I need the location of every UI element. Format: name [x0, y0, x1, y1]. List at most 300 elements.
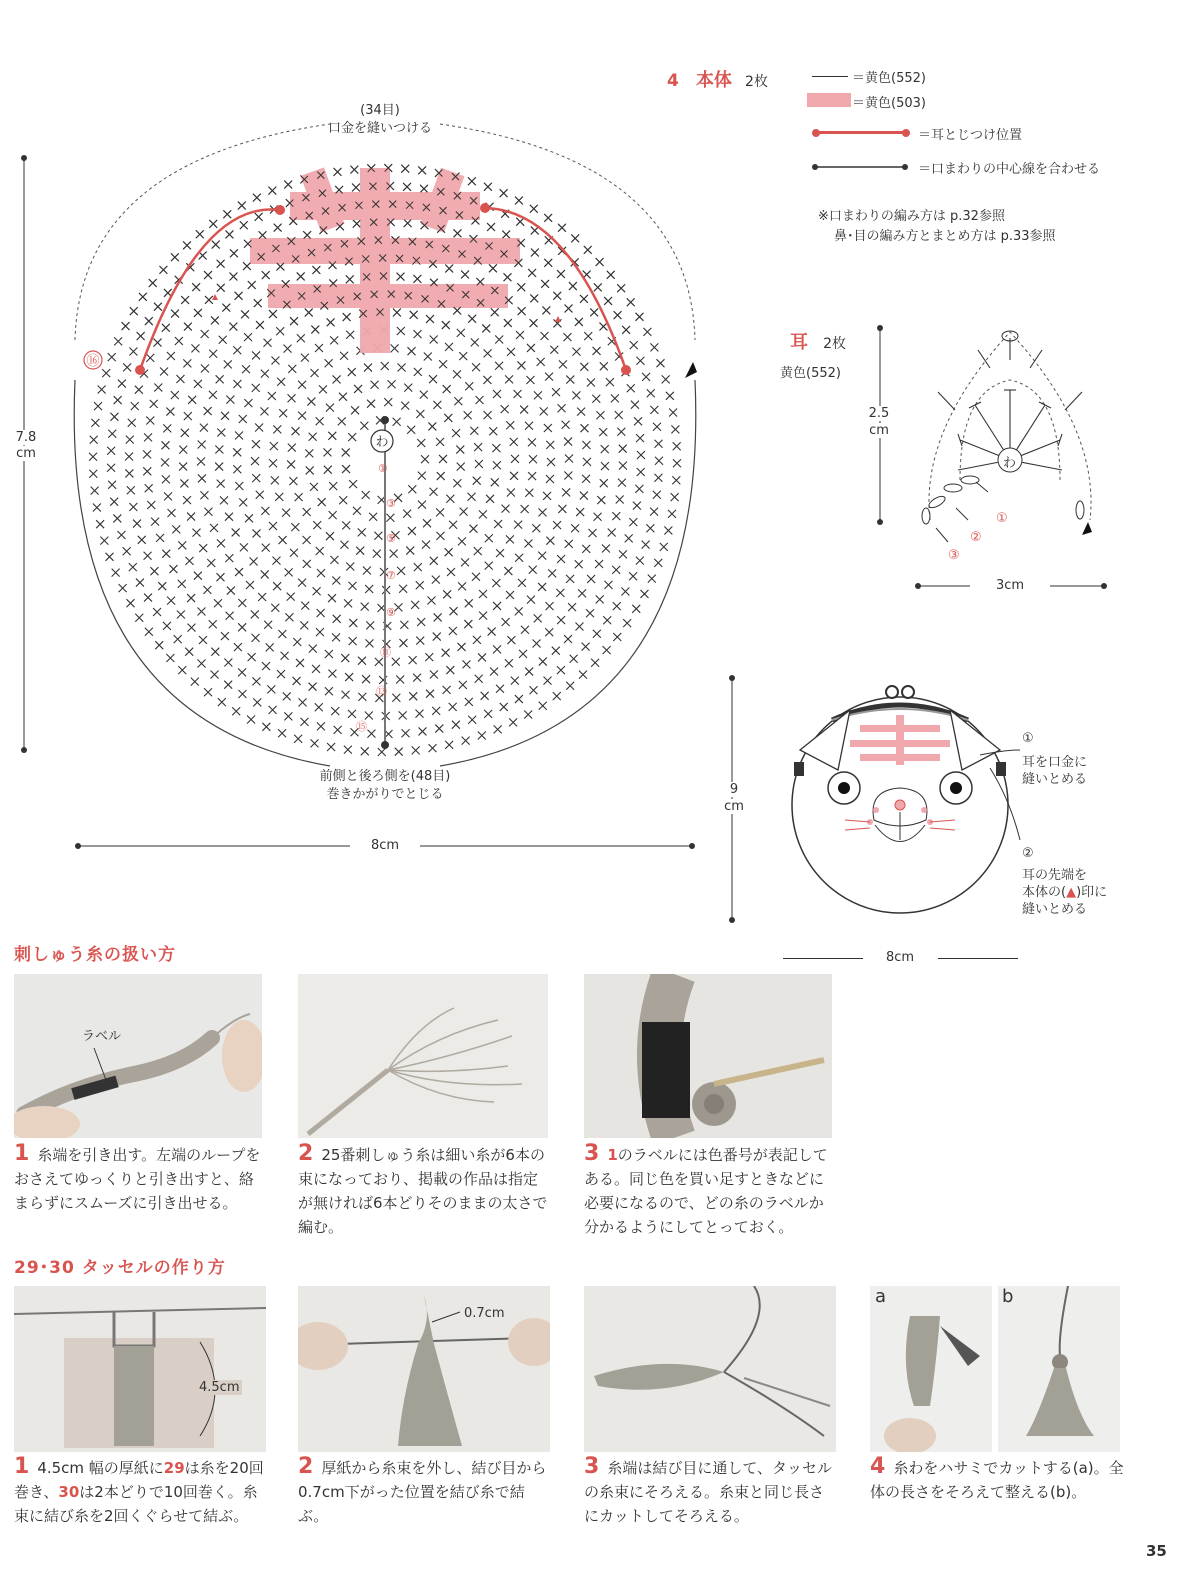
stitch-mark: [252, 351, 260, 359]
stitch-mark: [660, 543, 668, 551]
stitch-mark: [606, 378, 614, 386]
stitch-mark: [230, 323, 237, 330]
stitch-mark: [495, 336, 503, 344]
stitch-mark: [233, 465, 241, 473]
stitch-mark: [571, 524, 579, 532]
stitch-mark: [449, 703, 457, 711]
stitch-mark: [128, 419, 136, 427]
stitch-mark: [269, 187, 276, 194]
stitch-mark: [543, 307, 550, 314]
stitch-mark: [328, 670, 336, 678]
ear-heading: [790, 328, 846, 354]
stitch-mark: [187, 594, 195, 602]
stitch-mark: [197, 608, 205, 616]
stitch-mark: [130, 308, 137, 315]
stitch-mark: [412, 746, 420, 754]
stitch-mark: [216, 375, 224, 383]
stitch-mark: [276, 327, 284, 335]
stitch-mark: [262, 272, 269, 279]
tassel-photo-4a: [870, 1286, 992, 1452]
stitch-mark: [493, 645, 501, 653]
stitch-mark: [197, 457, 205, 465]
stitch-mark: [191, 678, 199, 686]
ear-color: 黄色(552): [780, 366, 841, 381]
stitch-mark: [300, 621, 308, 629]
stitch-mark: [416, 637, 424, 645]
stitch-mark: [575, 623, 583, 631]
stitch-mark: [423, 519, 431, 527]
stitch-mark: [404, 220, 411, 227]
stitch-mark: [311, 739, 319, 747]
stitch-mark: [344, 746, 352, 754]
body-ring-label: わ: [375, 435, 389, 450]
stitch-mark: [289, 477, 297, 485]
stitch-mark: [194, 572, 202, 580]
stitch-mark: [183, 496, 191, 504]
stitch-mark: [443, 686, 451, 694]
finished-note1-num: ①: [1022, 731, 1034, 746]
stitch-mark: [325, 687, 333, 695]
stitch-mark: [316, 628, 324, 636]
stitch-mark: [93, 504, 101, 512]
stitch-mark: [518, 284, 525, 291]
legend-line-552: [812, 76, 848, 77]
stitch-mark: [193, 284, 200, 291]
stitch-mark: [582, 545, 590, 553]
stitch-mark: [283, 692, 291, 700]
stitch-mark: [297, 334, 305, 342]
stitch-mark: [458, 537, 466, 545]
stitch-mark: [285, 568, 293, 576]
stitch-mark: [329, 482, 337, 490]
stitch-mark: [156, 534, 164, 542]
stitch-mark: [436, 532, 444, 540]
stitch-mark: [486, 495, 494, 503]
stitch-mark: [540, 332, 548, 340]
stitch-mark: [631, 401, 639, 409]
stitch-mark: [267, 685, 275, 693]
stitch-mark: [399, 585, 407, 593]
stitch-mark: [468, 178, 475, 185]
stitch-mark: [452, 721, 460, 729]
stitch-mark: [351, 406, 359, 414]
stitch-mark: [506, 535, 514, 543]
stitch-mark: [160, 266, 167, 273]
stitch-mark: [475, 460, 483, 468]
stitch-mark: [274, 224, 281, 231]
stitch-mark: [515, 554, 523, 562]
stitch-mark: [612, 566, 620, 574]
stitch-mark: [580, 295, 587, 302]
stitch-mark: [484, 183, 491, 190]
stitch-mark: [252, 384, 260, 392]
stitch-mark: [309, 645, 317, 653]
stitch-mark: [519, 650, 527, 658]
stitch-mark: [155, 641, 163, 649]
stitch-mark: [129, 348, 137, 356]
stitch-mark: [417, 439, 425, 447]
step-number: 4: [870, 1454, 886, 1479]
stitch-mark: [424, 352, 432, 360]
ear-width: 3cm: [995, 578, 1025, 593]
stitch-mark: [643, 328, 651, 336]
stitch-mark: [261, 370, 269, 378]
stitch-mark: [184, 323, 191, 330]
stitch-mark: [399, 639, 407, 647]
stitch-mark: [233, 380, 241, 388]
stitch-mark: [293, 638, 301, 646]
legend-label-503: ＝黄色(503): [852, 96, 926, 111]
stitch-mark: [629, 572, 637, 580]
stitch-mark: [367, 730, 375, 738]
stitch-mark: [534, 391, 542, 399]
stitch-mark: [342, 521, 350, 529]
stitch-mark: [485, 562, 493, 570]
stitch-mark: [580, 492, 588, 500]
step-text: のラベルには色番号が表記してある。同じ色を買い足すときなどに必要になるので、どの糸のラベルか分かるようにしてとっておく。: [584, 1146, 828, 1236]
stitch-mark: [217, 260, 224, 267]
stitch-mark: [117, 531, 125, 539]
stitch-mark: [570, 655, 578, 663]
stitch-mark: [304, 232, 311, 239]
stitch-mark: [278, 729, 286, 737]
step-number: 3: [584, 1141, 600, 1166]
stitch-mark: [123, 547, 131, 555]
stitch-mark: [406, 547, 414, 555]
stitch-mark: [636, 313, 643, 320]
stitch-mark: [381, 362, 389, 370]
legend-label-center: ＝口まわりの中心線を合わせる: [918, 162, 1101, 177]
stitch-mark: [459, 681, 467, 689]
stitch-mark: [594, 513, 602, 521]
stitch-mark: [521, 626, 529, 634]
stitch-mark: [284, 345, 292, 353]
stitch-mark: [332, 577, 340, 585]
stitch-mark: [292, 427, 300, 435]
stitch-mark: [244, 333, 252, 341]
stitch-mark: [492, 579, 500, 587]
tassel-photo-3: [584, 1286, 836, 1452]
step-text: 厚紙から糸束を外し、結び目から0.7cm下がった位置を結び糸で結ぶ。: [298, 1459, 547, 1525]
stitch-mark: [326, 532, 334, 540]
stitch-mark: [342, 448, 350, 456]
stitch-mark: [416, 410, 424, 418]
stitch-mark: [382, 586, 390, 594]
stitch-mark: [108, 430, 116, 438]
stitch-mark: [348, 433, 356, 441]
stitch-mark: [654, 474, 662, 482]
stitch-mark: [234, 643, 242, 651]
legend-dot: [812, 129, 820, 137]
stitch-mark: [196, 231, 203, 238]
stitch-mark: [583, 458, 591, 466]
stitch-mark: [445, 741, 453, 749]
stitch-mark: [421, 455, 429, 463]
stitch-mark: [607, 271, 614, 278]
stitch-mark: [568, 603, 576, 611]
stitch-mark: [315, 344, 323, 352]
stitch-mark: [515, 607, 523, 615]
stitch-mark: [472, 573, 480, 581]
stitch-mark: [122, 323, 129, 330]
stitch-mark: [119, 584, 127, 592]
stitch-mark: [346, 331, 354, 339]
stitch-mark: [261, 507, 269, 515]
stitch-mark: [223, 304, 230, 311]
stitch-mark: [489, 265, 496, 272]
stitch-mark: [258, 593, 266, 601]
stitch-mark: [349, 619, 357, 627]
stitch-mark: [271, 356, 279, 364]
stitch-mark: [575, 560, 583, 568]
stitch-mark: [655, 440, 663, 448]
stitch-mark: [545, 628, 553, 636]
stitch-mark: [566, 575, 574, 583]
stitch-mark: [391, 344, 399, 352]
stitch-mark: [367, 400, 375, 408]
stitch-mark: [614, 312, 621, 319]
stitch-mark: [238, 623, 246, 631]
stitch-mark: [404, 384, 412, 392]
stitch-mark: [504, 567, 512, 575]
stitch-mark: [295, 493, 303, 501]
stitch-mark: [198, 659, 206, 667]
stitch-mark: [100, 537, 108, 545]
stitch-mark: [349, 480, 357, 488]
stitch-mark: [110, 498, 118, 506]
stitch-mark: [565, 305, 572, 312]
stitch-mark: [563, 333, 571, 341]
stitch-mark: [447, 568, 455, 576]
stitch-mark: [171, 254, 178, 261]
stitch-mark: [221, 632, 229, 640]
stitch-mark: [530, 205, 537, 212]
stitch-mark: [566, 376, 574, 384]
stitch-mark: [199, 636, 207, 644]
stitch-mark: [562, 488, 570, 496]
stitch-mark: [397, 273, 404, 280]
stitch-mark: [315, 703, 323, 711]
stitch-mark: [325, 359, 333, 367]
stitch-mark: [632, 605, 640, 613]
stitch-mark: [204, 688, 212, 696]
stitch-mark: [178, 666, 186, 674]
stitch-mark: [468, 493, 476, 501]
stitch-mark: [460, 508, 468, 516]
stitch-mark: [650, 343, 658, 351]
stitch-mark: [145, 318, 152, 325]
stitch-mark: [332, 633, 340, 641]
stitch-mark: [507, 489, 515, 497]
stitch-mark: [333, 375, 341, 383]
stitch-mark: [515, 197, 522, 204]
stitch-mark: [531, 295, 538, 302]
stitch-mark: [244, 399, 252, 407]
stitch-mark: [505, 375, 513, 383]
stitch-mark: [226, 396, 234, 404]
stitch-mark: [161, 458, 169, 466]
stitch-mark: [618, 479, 626, 487]
stitch-mark: [323, 448, 331, 456]
stitch-mark: [545, 602, 553, 610]
stitch-mark: [584, 332, 592, 340]
stitch-mark: [474, 443, 482, 451]
stitch-mark: [484, 411, 492, 419]
stitch-mark: [282, 509, 290, 517]
stitch-mark: [491, 478, 499, 486]
stitch-mark: [599, 428, 607, 436]
stitch-mark: [558, 505, 566, 513]
stitch-mark: [358, 657, 366, 665]
stitch-mark: [539, 658, 547, 666]
stitch-mark: [107, 464, 115, 472]
stitch-mark: [420, 391, 428, 399]
stitch-mark: [615, 411, 623, 419]
finished-purse-illustration: [720, 670, 1040, 970]
stitch-mark: [492, 444, 500, 452]
stitch-mark: [199, 252, 206, 259]
embroidery-step-1: [14, 1142, 266, 1215]
stitch-mark: [534, 614, 542, 622]
stitch-mark: [194, 380, 202, 388]
stitch-mark: [637, 468, 645, 476]
round-marker: ⑪: [380, 646, 391, 659]
stitch-mark: [511, 455, 519, 463]
stitch-mark: [199, 544, 207, 552]
stitch-mark: [478, 731, 486, 739]
body-height-value: 7.8: [8, 430, 44, 445]
stitch-mark: [511, 677, 519, 685]
stitch-mark: [90, 436, 98, 444]
stitch-mark: [559, 360, 567, 368]
stitch-mark: [623, 326, 630, 333]
tassel-photo-4b: [998, 1286, 1120, 1452]
stitch-mark: [414, 330, 422, 338]
stitch-mark: [418, 727, 426, 735]
stitch-mark: [313, 587, 321, 595]
stitch-mark: [271, 604, 279, 612]
stitch-mark: [407, 426, 415, 434]
stitch-mark: [108, 353, 116, 361]
stitch-mark: [506, 421, 514, 429]
stitch-mark: [420, 185, 427, 192]
stitch-mark: [312, 326, 319, 333]
stitch-mark: [273, 425, 281, 433]
stitch-mark: [153, 608, 161, 616]
stitch-mark: [569, 283, 576, 290]
stitch-mark: [449, 627, 457, 635]
stitch-mark: [417, 618, 425, 626]
stitch-mark: [339, 393, 347, 401]
stitch-mark: [524, 539, 532, 547]
stitch-mark: [96, 520, 104, 528]
stitch-mark: [182, 297, 189, 304]
finished-width-line: [938, 958, 1018, 959]
stitch-mark: [546, 475, 554, 483]
stitch-mark: [374, 532, 382, 540]
stitch-mark: [392, 658, 400, 666]
stitch-mark: [543, 492, 551, 500]
stitch-mark: [503, 231, 510, 238]
body-count: 2枚: [745, 74, 768, 90]
stitch-mark: [436, 438, 444, 446]
stitch-mark: [636, 434, 644, 442]
stitch-mark: [527, 596, 535, 604]
label-callout: ラベル: [82, 1029, 122, 1044]
stitch-mark: [351, 166, 358, 173]
legend-line-center: [816, 166, 906, 168]
top-stitch-label: 口金を縫いつける: [327, 121, 432, 136]
stitch-mark: [642, 541, 650, 549]
tassel-step-2: [298, 1455, 552, 1528]
stitch-mark: [217, 480, 225, 488]
stitch-mark: [429, 744, 437, 752]
stitch-mark: [334, 726, 342, 734]
stitch-mark: [507, 348, 515, 356]
stitch-mark: [268, 392, 276, 400]
stitch-mark: [506, 591, 514, 599]
legend-dot: [902, 164, 908, 170]
stitch-mark: [129, 503, 137, 511]
stitch-mark: [255, 423, 263, 431]
stitch-mark: [154, 384, 162, 392]
stitch-mark: [288, 444, 296, 452]
stitch-mark: [225, 554, 233, 562]
tassel-step-1: [14, 1455, 272, 1528]
stitch-mark: [544, 424, 552, 432]
step-number: 1: [14, 1454, 30, 1479]
stitch-mark: [294, 735, 302, 743]
stitch-mark: [235, 568, 243, 576]
stitch-mark: [251, 610, 259, 618]
stitch-mark: [408, 485, 416, 493]
stitch-mark: [600, 362, 608, 370]
ear-round-3: ③: [948, 548, 960, 563]
stitch-mark: [147, 501, 155, 509]
stitch-mark: [287, 460, 295, 468]
stitch-mark: [174, 635, 182, 643]
stitch-mark: [287, 593, 295, 601]
stitch-mark: [102, 369, 110, 377]
stitch-mark: [493, 461, 501, 469]
stitch-mark: [502, 618, 510, 626]
stitch-mark: [342, 691, 350, 699]
stitch-mark: [558, 404, 566, 412]
stitch-mark: [407, 347, 415, 355]
stitch-mark: [331, 707, 339, 715]
stitch-mark: [154, 303, 161, 310]
stitch-mark: [256, 491, 264, 499]
stitch-mark: [668, 510, 676, 518]
round-marker: ⑬: [376, 685, 387, 698]
stitch-mark: [601, 462, 609, 470]
stitch-mark: [557, 666, 565, 674]
stitch-mark: [398, 363, 406, 371]
stitch-mark: [582, 475, 590, 483]
stitch-mark: [343, 314, 350, 321]
stitch-mark: [589, 529, 597, 537]
stitch-mark: [572, 348, 580, 356]
stitch-mark: [416, 581, 424, 589]
stitch-mark: [392, 694, 400, 702]
stitch-mark: [273, 582, 281, 590]
stitch-mark: [301, 354, 309, 362]
stitch-mark: [582, 643, 590, 651]
stitch-mark: [436, 508, 444, 516]
stitch-mark: [301, 602, 309, 610]
photo-label-b: b: [1002, 1286, 1014, 1307]
stitch-mark: [461, 558, 469, 566]
